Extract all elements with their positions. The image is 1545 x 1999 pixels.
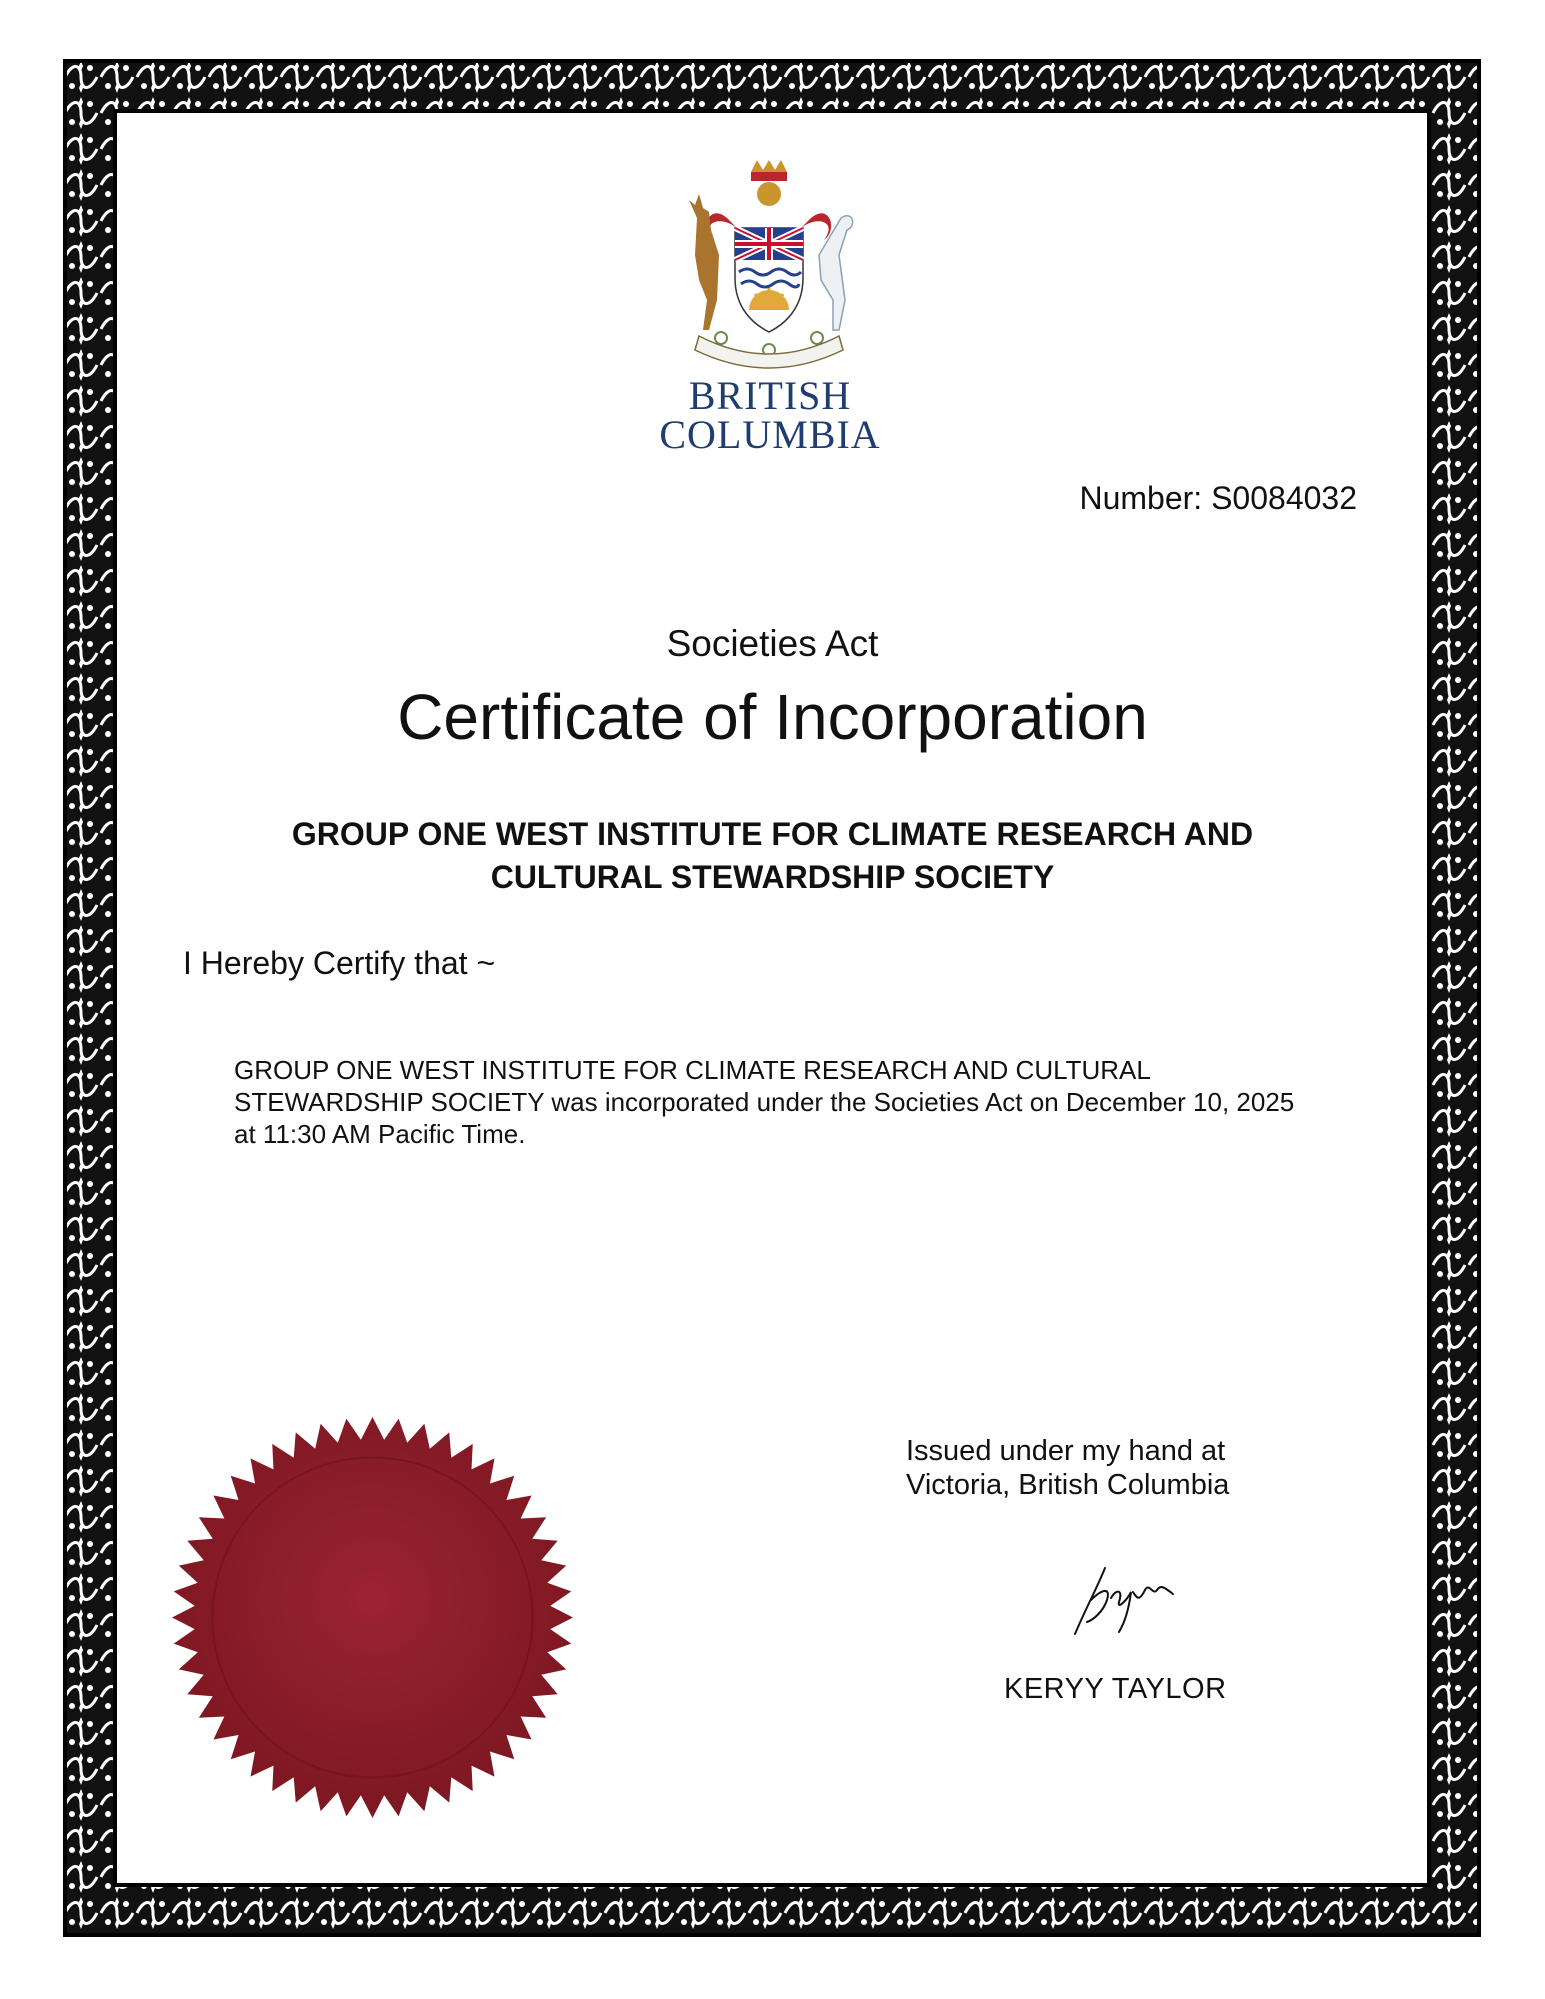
act-name: Societies Act xyxy=(666,623,879,664)
coat-of-arms-icon xyxy=(669,160,869,370)
emblem-text-columbia: COLUMBIA xyxy=(659,412,881,457)
issued-line-2: Victoria, British Columbia xyxy=(906,1469,1230,1501)
emblem-text-british: BRITISH xyxy=(688,373,852,418)
signature-icon xyxy=(1045,1560,1185,1640)
certify-intro: I Hereby Certify that ~ xyxy=(183,945,496,981)
society-name: GROUP ONE WEST INSTITUTE FOR CLIMATE RESEARCH AND CULTURAL STEWARDSHIP SOCIETY xyxy=(291,816,1254,895)
issued-line-1: Issued under my hand at xyxy=(906,1435,1226,1467)
certificate-number: Number: S0084032 xyxy=(1079,480,1357,516)
certificate-title: Certificate of Incorporation xyxy=(397,681,1148,753)
red-seal-icon xyxy=(170,1415,575,1820)
certificate-body: GROUP ONE WEST INSTITUTE FOR CLIMATE RESEARCH AND CULTURAL STEWARDSHIP SOCIETY was incorporated under the Societies Act on December 10, 2025 at 11:30 AM Pacific Time. xyxy=(234,1055,1295,1149)
signer-name: KERYY TAYLOR xyxy=(1004,1673,1227,1705)
